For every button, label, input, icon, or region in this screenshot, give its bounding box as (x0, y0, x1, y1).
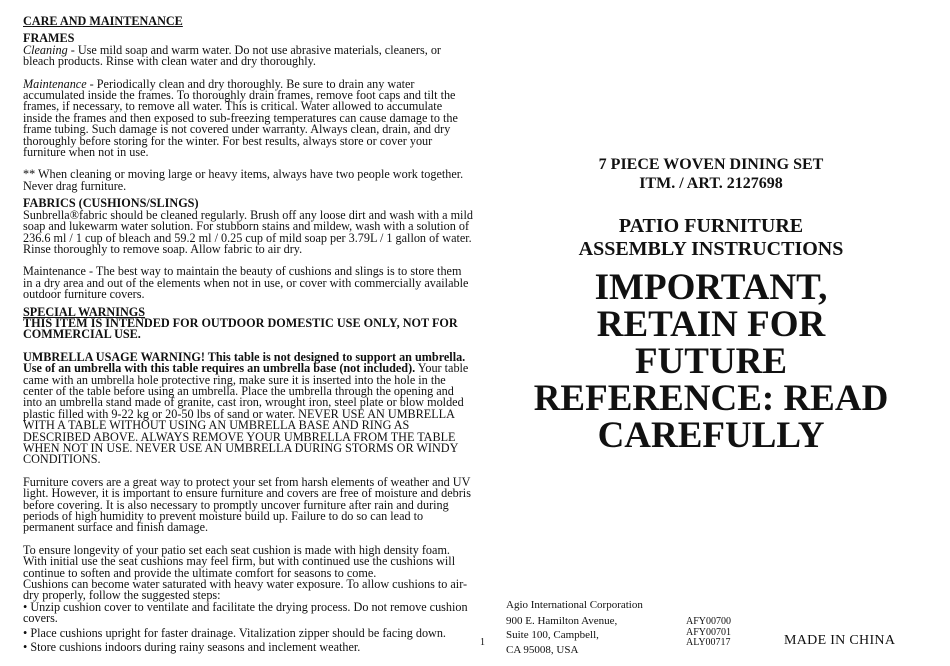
page-number: 1 (480, 637, 485, 648)
model-codes (686, 617, 731, 649)
model-code: AFY00700 (686, 616, 732, 627)
cushion-paragraph: To ensure longevity of your patio set each seat cushion is made with high density foam. With initial use the seat cushions may feel firm, but with continued use the cushions will continue to soften and provide the ultimate comfort for seasons to come. (23, 542, 456, 580)
fabrics-paragraph: Sunbrella®fabric should be cleaned regularly. Brush off any loose dirt and wash with a mild soap and lukewarm water solution. For stubborn stains and mildew, wash with a solution of 236.6 ml / 1 cup of bleach and 59.2 ml / 0.25 cup of mild soap per 3.79L / 1 gallon of water. Rinse thoroughly to remove soap. Allow fabric to air dry. (23, 207, 473, 256)
covers-paragraph: Furniture covers are a great way to protect your set from harsh elements of weather and UV light. However, it is important to ensure furniture and covers are free of moisture and debris before covering. It is also necessary to promptly uncover furniture after rain and during periods of high humidity to prevent moisture build up. Failure to do so can lead to permanent surface and finish damage. (23, 474, 471, 535)
model-code: AFY00701 (686, 626, 732, 638)
corp-line: Suite 100, Campbell, (506, 629, 599, 641)
important-line: IMPORTANT, (594, 267, 828, 308)
corporation-address (506, 598, 643, 657)
special-warnings-heading: SPECIAL WARNINGS (23, 304, 146, 319)
corp-line: CA 95008, USA (506, 643, 579, 656)
saturated-paragraph: Cushions can become water saturated with heavy water exposure. To allow cushions to air-dry properly, follow the suggested steps: (23, 577, 468, 603)
care-heading: CARE AND MAINTENANCE (23, 14, 183, 28)
domestic-use-warning: THIS ITEM IS INTENDED FOR OUTDOOR DOMESTIC USE ONLY, NOT FOR COMMERCIAL USE. (23, 315, 458, 342)
maintenance-text: - Periodically clean and dry thoroughly. Be sure to drain any water accumulated inside the frames. To thoroughly drain frames, remove foot caps and tilt the frames, if necessary, to remove all water. This is critical. Water allowed to accumulate inside the frames and then exposed to sub-freezing temperatures can cause damage to the frame tubing. Such damage is not covered under warranty. Always clean, drain, and dry thoroughly before storing for the winter. For best results, always store or cover your furniture when not in use. (23, 76, 458, 160)
corp-line: 900 E. Hamilton Avenue, (506, 614, 618, 627)
assembly-instructions-title: ASSEMBLY INSTRUCTIONS (578, 238, 844, 260)
fabrics-heading: FABRICS (CUSHIONS/SLINGS) (23, 196, 199, 211)
care-maintenance-column (23, 16, 473, 654)
cover-title-block (520, 155, 902, 454)
corp-line: Agio International Corporation (506, 599, 643, 611)
maintenance-paragraph (23, 76, 473, 160)
umbrella-warning-paragraph (23, 349, 473, 467)
umbrella-warning-bold: UMBRELLA USAGE WARNING! This table is not designed to support an umbrella. Use of an umbrella with this table requires an umbrella base (not included). (23, 349, 466, 376)
cleaning-paragraph (23, 42, 473, 69)
important-line: CAREFULLY (597, 415, 825, 456)
umbrella-warning-text: Your table came with an umbrella hole protective ring, make sure it is inserted into the hole in the center of the table before using an umbrella. Place the umbrella through the opening and into an umbrella stand made of granite, cast iron, wrought iron, steel plate or blow molded plastic filled with 9-22 kg or 20-50 lbs of sand or water. NEVER USE AN UMBRELLA WITH A TABLE WITHOUT USING AN UMBRELLA BASE AND RING AS DESCRIBED ABOVE. ALWAYS REMOVE YOUR UMBRELLA FROM THE TABLE WHEN NOT IN USE. NEVER USE AN UMBRELLA DURING STORMS OR WINDY CONDITIONS. (23, 361, 469, 467)
cushion-bullet: • Unzip cushion cover to ventilate and facilitate the drying process. Do not remove cushion covers. (23, 599, 468, 626)
frames-heading: FRAMES (23, 31, 75, 46)
product-name: 7 PIECE WOVEN DINING SET (598, 156, 824, 173)
cleaning-text: - Use mild soap and warm water. Do not use abrasive materials, cleaners, or bleach products. Rinse with clean water and dry thoroughly. (23, 42, 441, 69)
item-number: ITM. / ART. 2127698 (639, 175, 783, 192)
cleaning-label: Cleaning (23, 42, 68, 57)
patio-furniture-title: PATIO FURNITURE (618, 215, 804, 237)
heavy-items-note: ** When cleaning or moving large or heavy items, always have two people work together. Never drag furniture. (23, 167, 464, 193)
cushion-bullet: • Place cushions upright for faster drainage. Vitalization zipper should be facing down. (23, 625, 446, 640)
fabrics-maintenance-paragraph: Maintenance - The best way to maintain the beauty of cushions and slings is to store them in a dry area and out of the elements when not in use, or cover with commercially available outdoor furniture covers. (23, 264, 469, 302)
made-in-label: MADE IN CHINA (784, 633, 896, 648)
maintenance-label: Maintenance (23, 76, 87, 91)
model-code: ALY00717 (686, 637, 731, 648)
important-line: REFERENCE: READ (533, 378, 889, 419)
cushion-bullet: • Store cushions indoors during rainy seasons and inclement weather. (23, 640, 361, 655)
important-line: RETAIN FOR FUTURE (596, 304, 826, 382)
